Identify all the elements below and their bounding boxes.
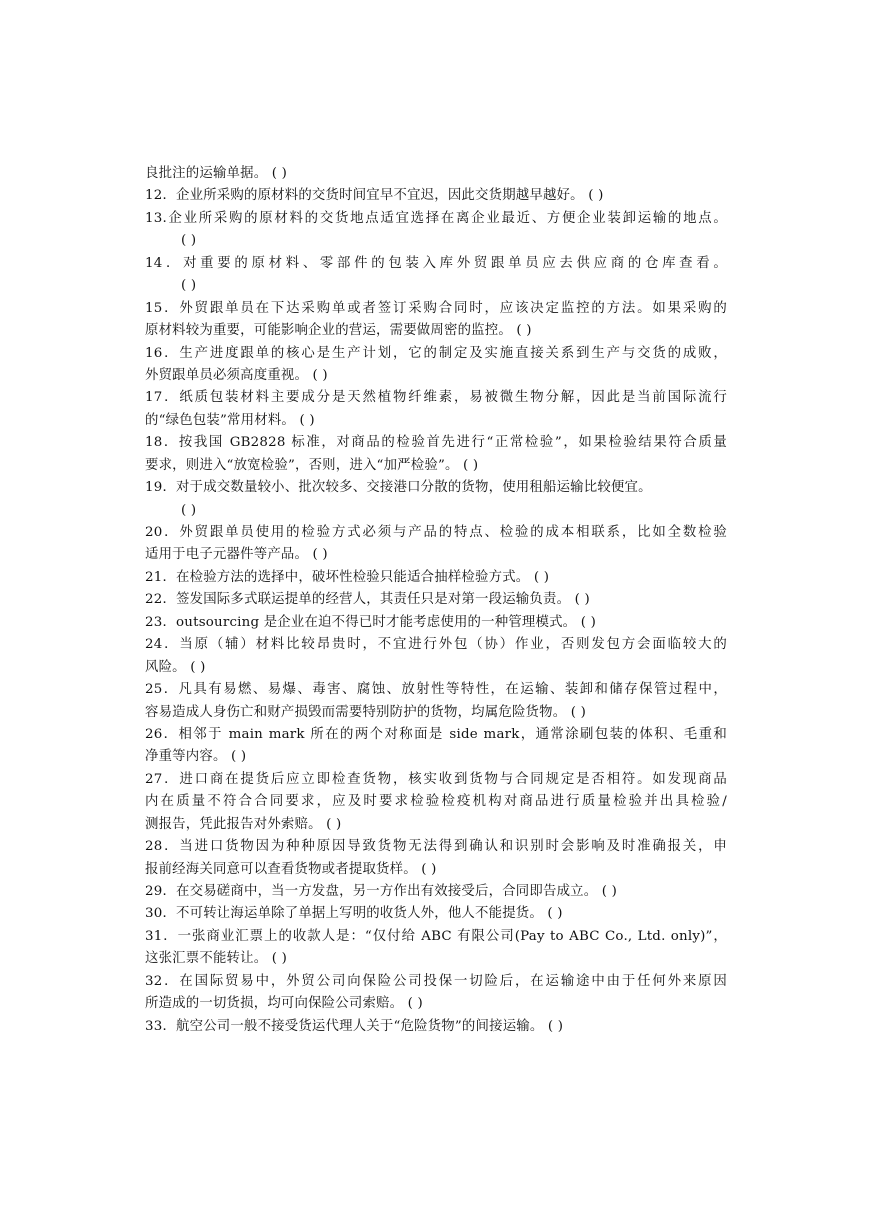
text-line: 26．相邻于 main mark 所在的两个对称面是 side mark，通常涂刷包装的体积、毛重和	[145, 726, 727, 742]
text-line: 外贸跟单员必须高度重视。 ( )	[145, 367, 328, 383]
text-line: 17．纸质包装材料主要成分是天然植物纤维素，易被微生物分解，因此是当前国际流行	[145, 390, 727, 406]
text-line: 适用于电子元器件等产品。 ( )	[145, 547, 328, 563]
text-line: 原材料较为重要，可能影响企业的营运，需要做周密的监控。 ( )	[145, 323, 532, 339]
text-line: 所造成的一切货损，均可向保险公司索赔。 ( )	[145, 996, 423, 1012]
text-line: 内在质量不符合合同要求，应及时要求检验检疫机构对商品进行质量检验并出具检验/	[145, 794, 727, 810]
text-line: 容易造成人身伤亡和财产损毁而需要特别防护的货物，均属危险货物。 ( )	[145, 704, 587, 720]
text-line: 33．航空公司一般不接受货运代理人关于“危险货物”的间接运输。 ( )	[145, 1018, 564, 1034]
text-line: 30．不可转让海运单除了单据上写明的收货人外，他人不能提货。 ( )	[145, 906, 563, 922]
text-line: 的“绿色包装”常用材料。 ( )	[145, 412, 315, 428]
text-line: 27．进口商在提货后应立即检查货物，核实收到货物与合同规定是否相符。如发现商品	[145, 771, 727, 787]
text-line: 净重等内容。 ( )	[145, 749, 247, 765]
text-line: 20．外贸跟单员使用的检验方式必须与产品的特点、检验的成本相联系，比如全数检验	[145, 525, 727, 540]
text-line: 28．当进口货物因为种种原因导致货物无法得到确认和识别时会影响及时准确报关，申	[145, 839, 727, 855]
text-line: 测报告，凭此报告对外索赔。 ( )	[145, 816, 342, 832]
text-line: 18．按我国 GB2828 标准，对商品的检验首先进行“正常检验”，如果检验结果符合质量	[145, 435, 727, 451]
text-line: 报前经海关同意可以查看货物或者提取货样。 ( )	[145, 861, 437, 877]
text-line: 32．在国际贸易中，外贸公司向保险公司投保一切险后，在运输途中由于任何外来原因	[145, 973, 727, 989]
text-line: 13.企业所采购的原材料的交货地点适宜选择在离企业最近、方便企业装卸运输的地点。	[145, 210, 727, 226]
answer-blank-line: ( )	[181, 502, 197, 518]
text-line: 31．一张商业汇票上的收款人是：“仅付给 ABC 有限公司(Pay to ABC Co., Ltd. only)”，	[145, 928, 727, 944]
text-line: 12．企业所采购的原材料的交货时间宜早不宜迟，因此交货期越早越好。 ( )	[145, 188, 604, 204]
document-body	[145, 163, 727, 1038]
text-line: 14．对重要的原材料、零部件的包装入库外贸跟单员应去供应商的仓库查看。	[145, 255, 727, 271]
text-line: 21．在检验方法的选择中，破坏性检验只能适合抽样检验方式。 ( )	[145, 569, 550, 585]
text-line: 22．签发国际多式联运提单的经营人，其责任只是对第一段运输负责。 ( )	[145, 592, 590, 608]
text-line: 要求，则进入“放宽检验”，否则，进入“加严检验”。 ( )	[145, 457, 479, 473]
text-line: 24．当原（辅）材料比较昂贵时，不宜进行外包（协）作业，否则发包方会面临较大的	[145, 637, 727, 653]
text-line: 29．在交易磋商中，当一方发盘，另一方作出有效接受后，合同即告成立。 ( )	[145, 884, 618, 899]
answer-blank-line: ( )	[181, 278, 197, 294]
text-line: 这张汇票不能转让。 ( )	[145, 951, 288, 967]
text-line: 25．凡具有易燃、易爆、毒害、腐蚀、放射性等特性，在运输、装卸和储存保管过程中，	[145, 682, 727, 698]
text-line: 19．对于成交数量较小、批次较多、交接港口分散的货物，使用租船运输比较便宜。	[145, 480, 652, 496]
text-line: 良批注的运输单据。 ( )	[145, 166, 288, 181]
answer-blank-line: ( )	[181, 233, 197, 249]
text-line: 23．outsourcing 是企业在迫不得已时才能考虑使用的一种管理模式。 ( )	[145, 614, 597, 630]
text-line: 风险。 ( )	[145, 659, 206, 675]
text-line: 15．外贸跟单员在下达采购单或者签订采购合同时，应该决定监控的方法。如果采购的	[145, 300, 727, 316]
text-line: 16．生产进度跟单的核心是生产计划，它的制定及实施直接关系到生产与交货的成败，	[145, 345, 727, 361]
